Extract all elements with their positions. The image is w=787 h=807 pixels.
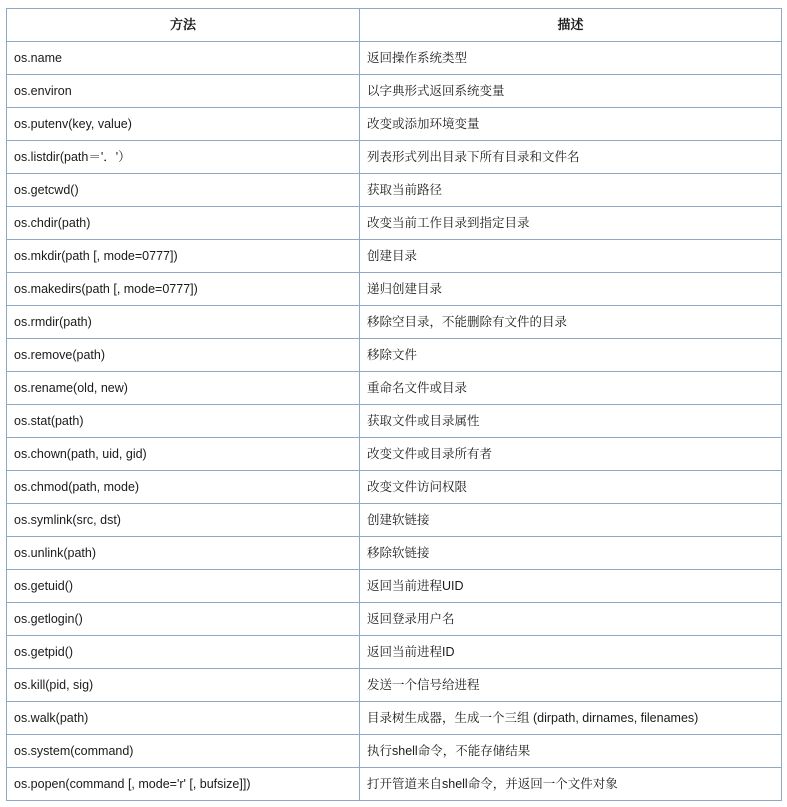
cell-description: 返回当前进程UID [360,570,782,603]
cell-description: 创建目录 [360,240,782,273]
column-header-description: 描述 [360,9,782,42]
table-row [7,240,782,273]
cell-method: os.popen(command [, mode='r' [, bufsize]]) [7,768,360,801]
column-header-method: 方法 [7,9,360,42]
cell-description: 获取当前路径 [360,174,782,207]
table-row [7,108,782,141]
table-row [7,273,782,306]
cell-description: 返回操作系统类型 [360,42,782,75]
cell-method: os.stat(path) [7,405,360,438]
cell-method: os.getlogin() [7,603,360,636]
table-row [7,471,782,504]
cell-method: os.getuid() [7,570,360,603]
cell-description: 移除空目录，不能删除有文件的目录 [360,306,782,339]
cell-description: 执行shell命令，不能存储结果 [360,735,782,768]
table-row [7,768,782,801]
cell-method: os.kill(pid, sig) [7,669,360,702]
cell-method: os.unlink(path) [7,537,360,570]
cell-description: 获取文件或目录属性 [360,405,782,438]
cell-description: 发送一个信号给进程 [360,669,782,702]
table-row [7,735,782,768]
cell-description: 改变文件访问权限 [360,471,782,504]
cell-description: 重命名文件或目录 [360,372,782,405]
cell-method: os.makedirs(path [, mode=0777]) [7,273,360,306]
table-row [7,339,782,372]
cell-method: os.chown(path, uid, gid) [7,438,360,471]
cell-method: os.chmod(path, mode) [7,471,360,504]
cell-method: os.name [7,42,360,75]
table-row [7,372,782,405]
cell-method: os.rename(old, new) [7,372,360,405]
cell-method: os.getcwd() [7,174,360,207]
cell-method: os.chdir(path) [7,207,360,240]
table-row [7,306,782,339]
table-row [7,669,782,702]
cell-method: os.listdir(path＝'．'） [7,141,360,174]
cell-description: 改变文件或目录所有者 [360,438,782,471]
table-row [7,504,782,537]
table-header-row [7,9,782,42]
cell-method: os.symlink(src, dst) [7,504,360,537]
table-row [7,537,782,570]
table-row [7,570,782,603]
cell-method: os.rmdir(path) [7,306,360,339]
cell-description: 以字典形式返回系统变量 [360,75,782,108]
cell-description: 移除软链接 [360,537,782,570]
os-methods-table [6,8,782,801]
table-row [7,702,782,735]
table-row [7,42,782,75]
cell-description: 改变当前工作目录到指定目录 [360,207,782,240]
cell-method: os.environ [7,75,360,108]
cell-method: os.remove(path) [7,339,360,372]
cell-method: os.getpid() [7,636,360,669]
cell-description: 目录树生成器，生成一个三组 (dirpath, dirnames, filenames) [360,702,782,735]
cell-method: os.putenv(key, value) [7,108,360,141]
cell-description: 创建软链接 [360,504,782,537]
table-row [7,141,782,174]
table-row [7,75,782,108]
cell-description: 打开管道来自shell命令，并返回一个文件对象 [360,768,782,801]
table-row [7,603,782,636]
table-row [7,207,782,240]
table-row [7,405,782,438]
table-header [7,9,782,42]
table-row [7,636,782,669]
cell-method: os.mkdir(path [, mode=0777]) [7,240,360,273]
cell-description: 返回当前进程ID [360,636,782,669]
cell-method: os.system(command) [7,735,360,768]
table-body [7,42,782,801]
cell-method: os.walk(path) [7,702,360,735]
cell-description: 返回登录用户名 [360,603,782,636]
cell-description: 列表形式列出目录下所有目录和文件名 [360,141,782,174]
cell-description: 移除文件 [360,339,782,372]
table-row [7,438,782,471]
table-row [7,174,782,207]
cell-description: 递归创建目录 [360,273,782,306]
cell-description: 改变或添加环境变量 [360,108,782,141]
